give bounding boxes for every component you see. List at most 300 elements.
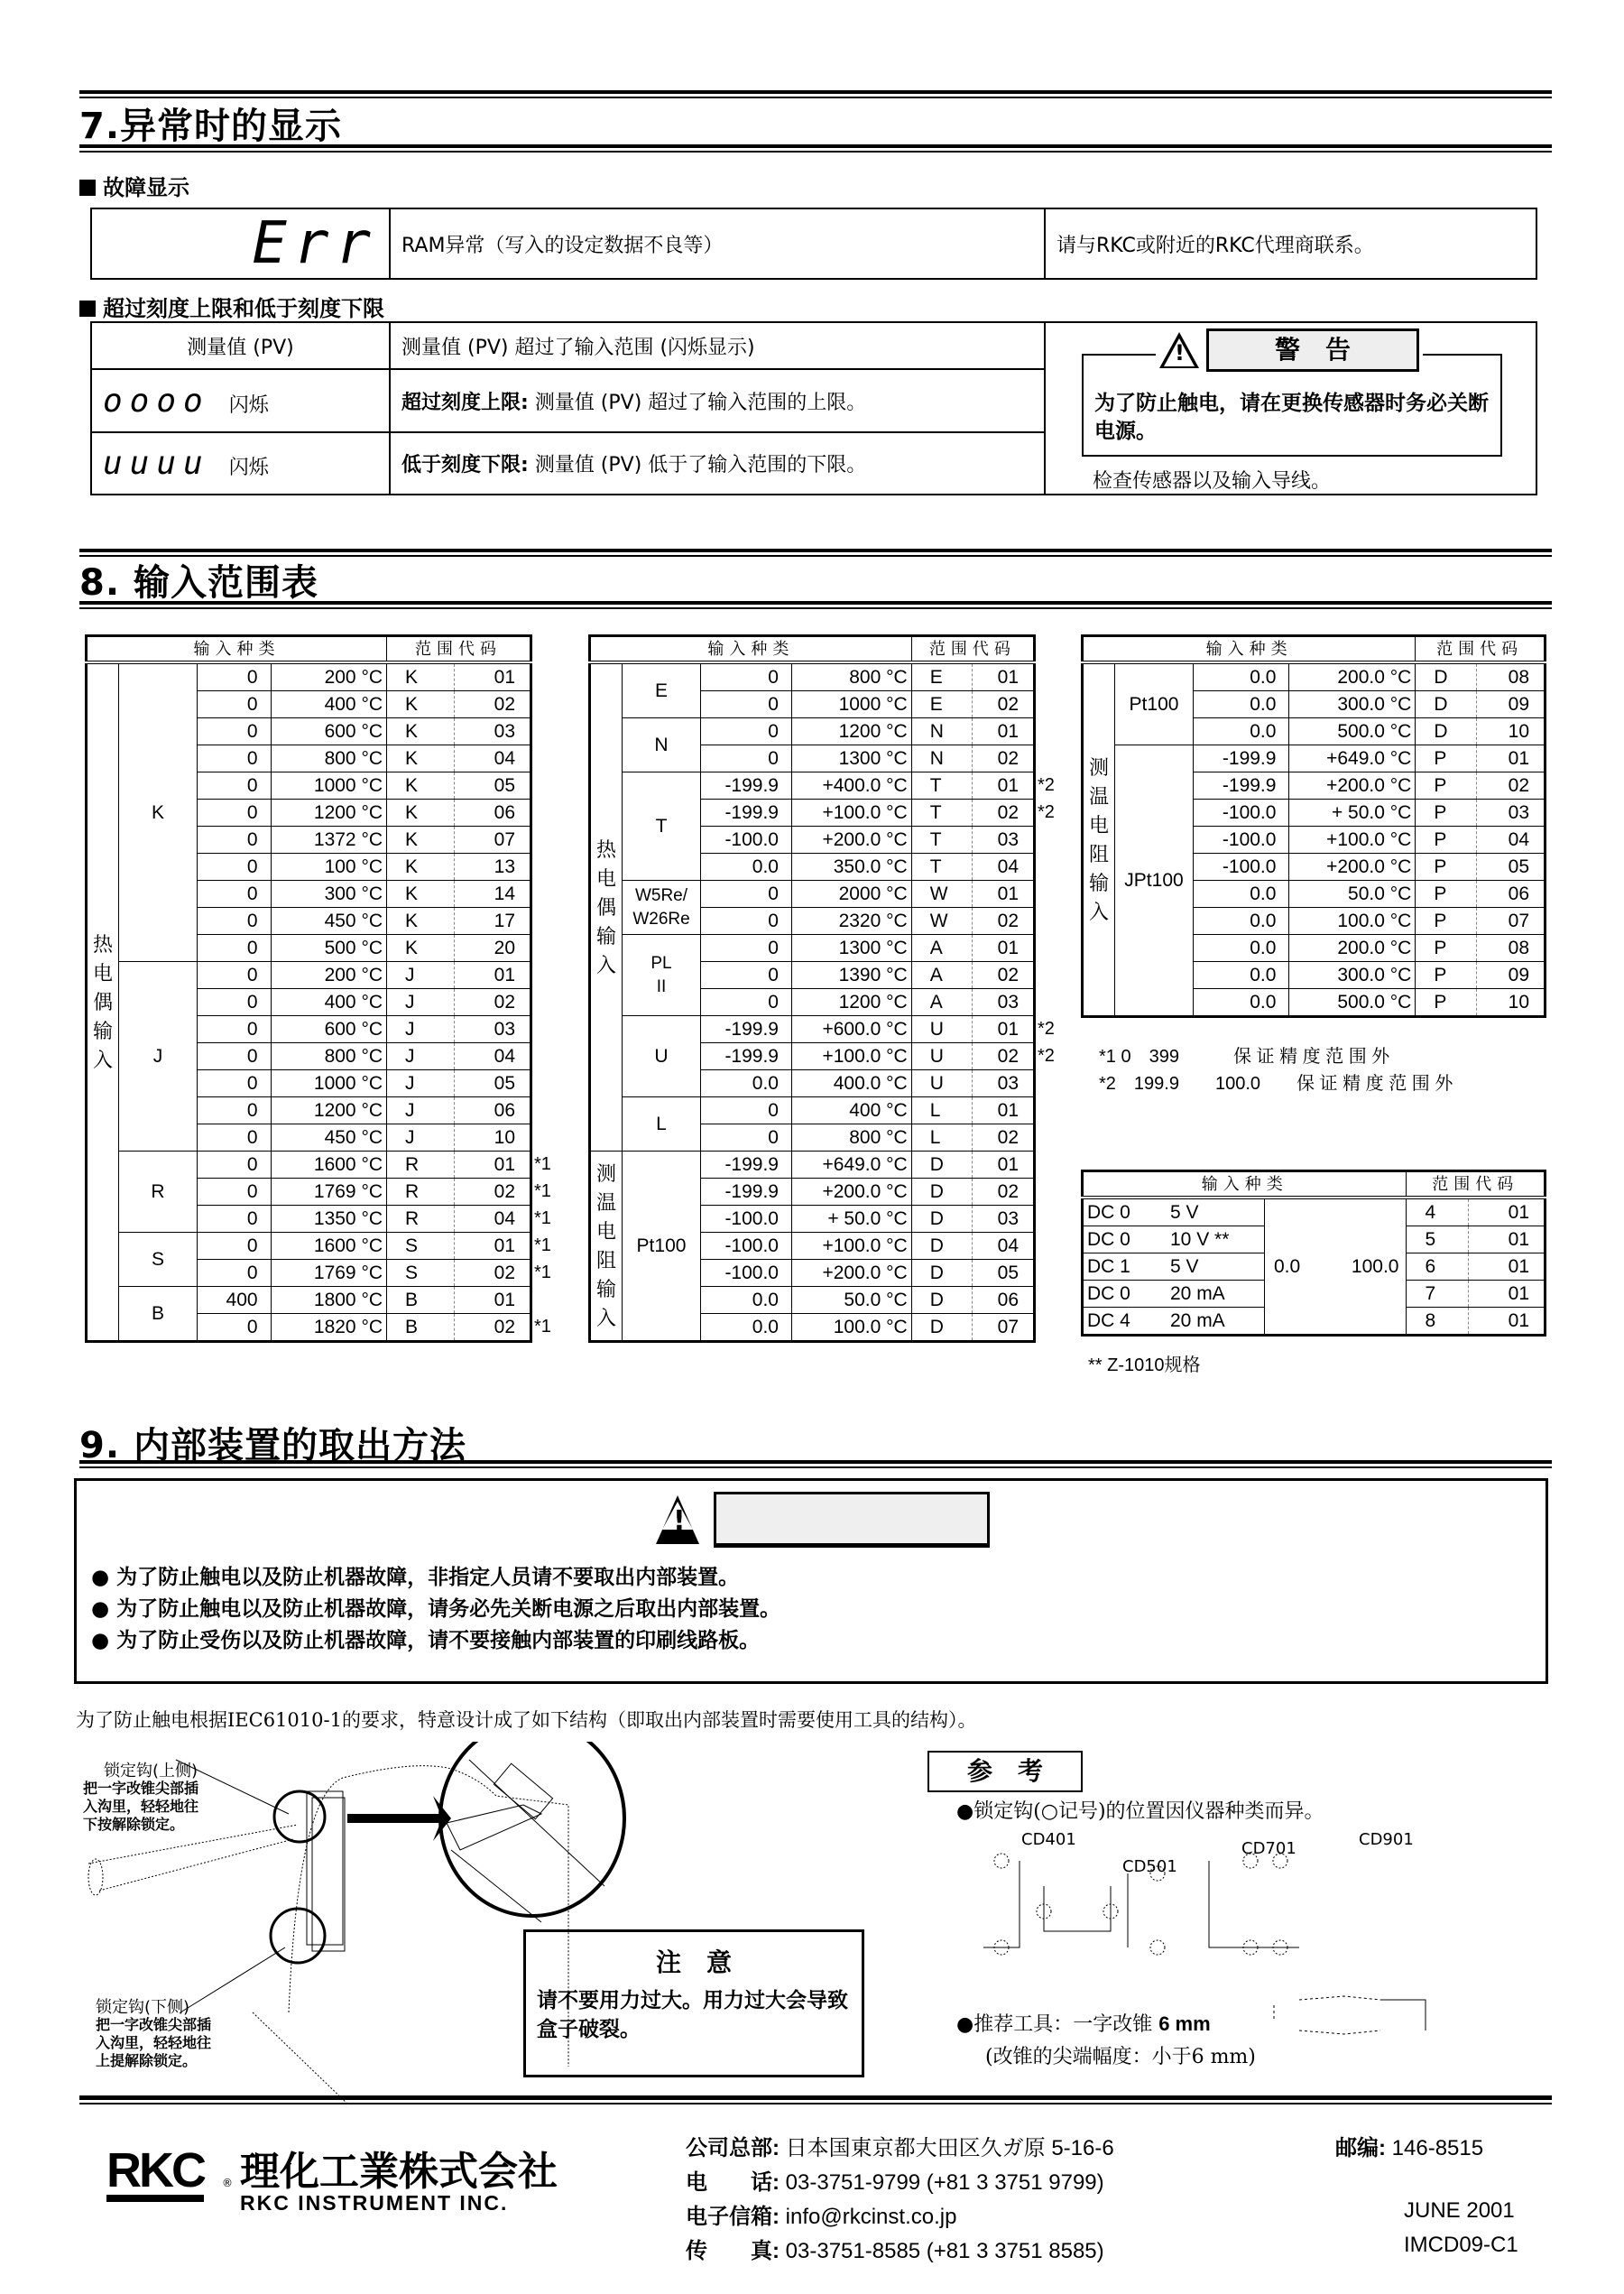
screwdriver-tip-icon: [1272, 1994, 1435, 2040]
code-letter: N: [911, 745, 973, 772]
table-header: [87, 636, 531, 663]
code-number: 04: [1476, 827, 1545, 854]
code-number: 02: [973, 908, 1035, 935]
code-number: 02: [455, 989, 531, 1016]
code-number: 03: [1476, 800, 1545, 827]
code-number: 03: [973, 1206, 1035, 1233]
code-letter: J: [387, 1043, 455, 1070]
warning-triangle-icon: !: [656, 1495, 699, 1544]
document-id: IMCD09-C1: [1404, 2233, 1518, 2257]
range-table-2: [588, 634, 1036, 1343]
reference-note: ●锁定钩(○记号)的位置因仪器种类而异。: [956, 1800, 1324, 1823]
range-low: 0: [701, 935, 792, 962]
code-letter: P: [1416, 772, 1476, 800]
code-letter: D: [1416, 691, 1476, 718]
code-letter: P: [1416, 908, 1476, 935]
range-high: 100 °C: [271, 854, 386, 881]
code-number: 01: [1476, 745, 1545, 772]
range-low: -100.0: [701, 1206, 792, 1233]
model-cd701: CD701: [1241, 1839, 1296, 1858]
code-number: 04: [455, 1206, 531, 1233]
range-high: +200.0 °C: [1289, 854, 1416, 881]
warning-title: 警 告: [1206, 328, 1419, 372]
upper-hook-title: 锁定钩(上侧): [104, 1762, 198, 1781]
header-input-type: 输入种类: [1083, 636, 1416, 663]
code-letter: L: [911, 1124, 973, 1152]
code-number: 01: [1469, 1226, 1546, 1253]
over-display: oooo 闪烁: [91, 369, 390, 431]
code-number: 01: [1469, 1281, 1546, 1308]
range-high: 100.0 °C: [1289, 908, 1416, 935]
sensor-type: R: [119, 1152, 198, 1233]
dc-type: DC 0: [1083, 1226, 1155, 1253]
code-letter: T: [911, 854, 973, 881]
code-letter: W: [911, 881, 973, 908]
section-rule: [79, 1460, 1552, 1468]
range-high: +100.0 °C: [791, 1043, 911, 1070]
code-number: 04: [973, 1233, 1035, 1260]
code-number: 01: [973, 1097, 1035, 1124]
range-low: -199.9: [1194, 745, 1289, 772]
range-low: 0: [198, 1260, 272, 1287]
range-high: 300 °C: [271, 881, 386, 908]
range-high: 200 °C: [271, 662, 386, 691]
code-letter: K: [387, 908, 455, 935]
sensor-type: L: [623, 1097, 701, 1152]
range-high: 300.0 °C: [1289, 691, 1416, 718]
range-high: 1000 °C: [271, 772, 386, 800]
table-row: [590, 1016, 1035, 1043]
code-number: 02: [973, 745, 1035, 772]
table-row: [590, 1097, 1035, 1124]
range-high: 500 °C: [271, 935, 386, 962]
code-letter: J: [387, 1016, 455, 1043]
code-letter: S: [387, 1233, 455, 1260]
range-low: 0.0: [701, 854, 792, 881]
range-high: +200.0 °C: [791, 1179, 911, 1206]
table-header: [590, 636, 1035, 663]
code-letter: D: [911, 1314, 973, 1342]
range-low: -199.9: [701, 1179, 792, 1206]
table-row: [590, 772, 1035, 800]
code-number: 01: [455, 1287, 531, 1314]
range-low: -100.0: [701, 1260, 792, 1287]
code-letter: J: [387, 989, 455, 1016]
err-display: Err: [91, 208, 390, 279]
footnote-1: *1 0 399 保 证 精 度 范 围 外: [1099, 1047, 1390, 1067]
range-low: 0: [198, 827, 272, 854]
range-high: 500.0 °C: [1289, 718, 1416, 745]
input-category: 测 温 电 阻 输 入: [1083, 662, 1115, 1017]
range-high: 200 °C: [271, 962, 386, 989]
table-header: [1083, 1171, 1546, 1198]
code-letter: J: [387, 1097, 455, 1124]
warning-bullet: ● 为了防止触电以及防止机器故障，非指定人员请不要取出内部装置。: [91, 1566, 740, 1589]
range-high: 200.0 °C: [1289, 662, 1416, 691]
code-number: 02: [973, 1124, 1035, 1152]
code-number: 02: [973, 691, 1035, 718]
tool-recommendation: ●推荐工具：一字改锥 6 mm: [956, 2012, 1211, 2036]
range-low: 0: [198, 935, 272, 962]
code-letter: E: [911, 691, 973, 718]
row-footnote-mark: *2: [1038, 801, 1055, 822]
code-letter: K: [387, 718, 455, 745]
code-number: 08: [1476, 662, 1545, 691]
range-low: 0: [701, 962, 792, 989]
code-number: 02: [455, 691, 531, 718]
tool-note: (改锥的尖端幅度：小于6 mm): [985, 2046, 1256, 2068]
code-letter: P: [1416, 854, 1476, 881]
range-high: 450 °C: [271, 1124, 386, 1152]
range-low: 0: [701, 1097, 792, 1124]
range-high: 1000 °C: [271, 1070, 386, 1097]
code-number: 06: [455, 800, 531, 827]
range-low: 0.0: [1194, 935, 1289, 962]
over-under-subtitle: 超过刻度上限和低于刻度下限: [79, 291, 384, 322]
pv-header: 测量值 (PV): [91, 322, 390, 369]
code-number: 01: [973, 1016, 1035, 1043]
row-footnote-mark: *1: [534, 1235, 551, 1255]
table-row: [1083, 745, 1546, 772]
fault-action: 请与RKC或附近的RKC代理商联系。: [1045, 208, 1536, 279]
range-high: 1000 °C: [791, 691, 911, 718]
hook-position-diagrams: [983, 1832, 1416, 1967]
code-number: 01: [455, 962, 531, 989]
dc-range: 10 V **: [1154, 1226, 1265, 1253]
row-footnote-mark: *1: [534, 1180, 551, 1201]
range-high: 600 °C: [271, 718, 386, 745]
row-footnote-mark: *1: [534, 1262, 551, 1282]
code-number: 06: [1476, 881, 1545, 908]
company-name-jp: 理化工業株式会社: [240, 2149, 558, 2195]
range-high: +400.0 °C: [791, 772, 911, 800]
range-low: 0: [198, 962, 272, 989]
code-letter: E: [911, 662, 973, 691]
code-number: 10: [1476, 989, 1545, 1017]
code-letter: R: [387, 1152, 455, 1179]
lower-hook-circle: [271, 1909, 325, 1963]
caution-text: 请不要用力过大。用力过大会导致盒子破裂。: [537, 1989, 848, 2041]
code-number: 01: [455, 662, 531, 691]
range-high: 1200 °C: [271, 800, 386, 827]
model-cd501: CD501: [1122, 1857, 1177, 1876]
code-number: 04: [973, 854, 1035, 881]
table-row: [87, 962, 531, 989]
range-high: 1600 °C: [271, 1152, 386, 1179]
dc-range: 5 V: [1154, 1198, 1265, 1226]
range-high: 600 °C: [271, 1016, 386, 1043]
range-low: 0: [198, 1043, 272, 1070]
footer-rule: [79, 2095, 1552, 2104]
range-high: +100.0 °C: [791, 1233, 911, 1260]
range-low: -199.9: [701, 1152, 792, 1179]
model-cd901: CD901: [1359, 1830, 1414, 1849]
range-low: -100.0: [1194, 854, 1289, 881]
code-number: 06: [973, 1287, 1035, 1314]
table-row: [590, 662, 1035, 691]
range-high: +600.0 °C: [791, 1016, 911, 1043]
company-name-en: RKC INSTRUMENT INC.: [240, 2191, 509, 2215]
range-low: 0: [701, 989, 792, 1016]
code-number: 10: [1476, 718, 1545, 745]
input-category: 热 电 偶 输 入: [590, 662, 623, 1152]
header-range-code: 范围代码: [1416, 636, 1546, 663]
code-letter: R: [387, 1179, 455, 1206]
code-letter: D: [1416, 662, 1476, 691]
range-table-3: [1081, 634, 1546, 1018]
code-number: 05: [455, 1070, 531, 1097]
sensor-type: JPt100: [1115, 745, 1194, 1017]
code-number: 03: [973, 989, 1035, 1016]
code-letter: 8: [1407, 1308, 1469, 1336]
range-low: -199.9: [701, 800, 792, 827]
range-high: 1390 °C: [791, 962, 911, 989]
range-high: 1300 °C: [791, 935, 911, 962]
range-high: 50.0 °C: [1289, 881, 1416, 908]
sensor-type: E: [623, 662, 701, 718]
code-letter: S: [387, 1260, 455, 1287]
warning-text: 为了防止触电，请在更换传感器时务必关断电源。: [1094, 392, 1489, 443]
range-low: -100.0: [1194, 800, 1289, 827]
code-number: 02: [973, 1043, 1035, 1070]
sensor-type: U: [623, 1016, 701, 1097]
header-range-code: 范围代码: [387, 636, 531, 663]
range-high: 1300 °C: [791, 745, 911, 772]
range-low: 0: [198, 718, 272, 745]
reference-title: 参 考: [927, 1751, 1083, 1792]
telephone: 电 话: 03-3751-9799 (+81 3 3751 9799): [686, 2170, 1104, 2195]
range-high: 2320 °C: [791, 908, 911, 935]
code-number: 09: [1476, 691, 1545, 718]
header-range-code: 范围代码: [911, 636, 1034, 663]
range-high: 1600 °C: [271, 1233, 386, 1260]
code-number: 14: [455, 881, 531, 908]
table-row: [87, 1233, 531, 1260]
dc-type: DC 1: [1083, 1253, 1155, 1281]
range-high: 50.0 °C: [791, 1287, 911, 1314]
code-letter: T: [911, 772, 973, 800]
table-row: [1083, 662, 1546, 691]
range-high: +200.0 °C: [791, 827, 911, 854]
code-number: 01: [1469, 1308, 1546, 1336]
code-number: 01: [973, 881, 1035, 908]
range-low: 0: [701, 908, 792, 935]
warning-bullets: [91, 1562, 780, 1657]
code-letter: K: [387, 772, 455, 800]
table-row: [590, 881, 1035, 908]
range-low: 0: [198, 1124, 272, 1152]
range-high: 1200 °C: [791, 989, 911, 1016]
code-number: 13: [455, 854, 531, 881]
dc-type: DC 4: [1083, 1308, 1155, 1336]
iec-intro: 为了防止触电根据IEC61010-1的要求，特意设计成了如下结构（即取出内部装置时需要使用工具的结构）。: [76, 1709, 977, 1731]
row-footnote-mark: *1: [534, 1316, 551, 1337]
code-number: 01: [973, 935, 1035, 962]
code-number: 07: [455, 827, 531, 854]
range-low: 0: [198, 691, 272, 718]
table-row: [590, 718, 1035, 745]
code-letter: J: [387, 1124, 455, 1152]
code-letter: A: [911, 962, 973, 989]
code-number: 17: [455, 908, 531, 935]
code-number: 02: [973, 962, 1035, 989]
code-letter: J: [387, 1070, 455, 1097]
range-high: +200.0 °C: [791, 1260, 911, 1287]
sensor-type: Pt100: [1115, 662, 1194, 745]
range-low: 0: [701, 691, 792, 718]
code-letter: D: [911, 1233, 973, 1260]
sensor-type: J: [119, 962, 198, 1152]
range-high: 100.0 °C: [791, 1314, 911, 1342]
range-low: 0: [198, 881, 272, 908]
range-high: 1200 °C: [791, 718, 911, 745]
fault-table: [90, 208, 1537, 280]
range-low: -100.0: [1194, 827, 1289, 854]
code-letter: J: [387, 962, 455, 989]
range-low: 0: [198, 1070, 272, 1097]
range-low: 0: [198, 1179, 272, 1206]
range-high: 1800 °C: [271, 1287, 386, 1314]
caution-title: 注 意: [655, 1947, 732, 1977]
range-low: 0: [701, 718, 792, 745]
code-number: 07: [973, 1314, 1035, 1342]
range-high: 1820 °C: [271, 1314, 386, 1342]
sensor-type: K: [119, 662, 198, 962]
range-high: 800 °C: [791, 1124, 911, 1152]
zoom-detail-circle: [440, 1742, 624, 1916]
range-low: 0: [198, 662, 272, 691]
code-number: 02: [1476, 772, 1545, 800]
range-low: 400: [198, 1287, 272, 1314]
input-category: 测 温 电 阻 输 入: [590, 1152, 623, 1342]
fault-subtitle: 故障显示: [79, 170, 189, 201]
code-letter: U: [911, 1070, 973, 1097]
sensor-type: Pt100: [623, 1152, 701, 1342]
hq-address: 公司总部: 日本国東京都大田区久ガ原 5-16-6: [686, 2136, 1114, 2160]
scale-low: 0.0: [1265, 1198, 1322, 1336]
email: 电子信箱: info@rkcinst.co.jp: [686, 2205, 957, 2229]
code-number: 06: [455, 1097, 531, 1124]
code-letter: T: [911, 827, 973, 854]
lower-hook-text: 把一字改锥尖部插入沟里，轻轻地往上提解除锁定。: [96, 2016, 212, 2069]
range-high: + 50.0 °C: [791, 1206, 911, 1233]
over-desc: 超过刻度上限: 测量值 (PV) 超过了输入范围的上限。: [390, 369, 1045, 431]
range-low: 0: [198, 1233, 272, 1260]
code-letter: D: [911, 1206, 973, 1233]
range-high: 800 °C: [271, 745, 386, 772]
table-row: [87, 662, 531, 691]
range-low: -199.9: [701, 1016, 792, 1043]
code-letter: R: [387, 1206, 455, 1233]
range-high: + 50.0 °C: [1289, 800, 1416, 827]
rkc-logo: RKC: [106, 2146, 204, 2202]
row-footnote-mark: *1: [534, 1153, 551, 1174]
range-high: 400 °C: [271, 989, 386, 1016]
code-number: 09: [1476, 962, 1545, 989]
code-letter: K: [387, 935, 455, 962]
range-high: 2000 °C: [791, 881, 911, 908]
under-desc: 低于刻度下限: 测量值 (PV) 低于了输入范围的下限。: [390, 432, 1045, 495]
registered-mark: ®: [222, 2177, 233, 2189]
warning-label-box: [714, 1492, 990, 1548]
section-rule: [79, 144, 1552, 153]
range-high: 800 °C: [791, 662, 911, 691]
range-high: 200.0 °C: [1289, 935, 1416, 962]
code-number: 04: [455, 745, 531, 772]
range-low: 0.0: [1194, 989, 1289, 1017]
code-letter: D: [911, 1260, 973, 1287]
code-letter: K: [387, 662, 455, 691]
code-letter: K: [387, 745, 455, 772]
pv-range-header: 测量值 (PV) 超过了输入范围 (闪烁显示): [390, 322, 1045, 369]
header-range-code: 范围代码: [1407, 1171, 1546, 1198]
range-low: 0.0: [701, 1070, 792, 1097]
row-footnote-mark: *2: [1038, 774, 1055, 795]
range-low: 0: [198, 908, 272, 935]
range-high: 400 °C: [791, 1097, 911, 1124]
code-letter: B: [387, 1314, 455, 1342]
range-low: 0: [701, 745, 792, 772]
table-row: [590, 1152, 1035, 1179]
range-low: 0: [198, 772, 272, 800]
sensor-type: B: [119, 1287, 198, 1342]
range-high: 1350 °C: [271, 1206, 386, 1233]
dc-type: DC 0: [1083, 1198, 1155, 1226]
footnote-2: *2 199.9 100.0 保 证 精 度 范 围 外: [1099, 1074, 1453, 1094]
code-letter: U: [911, 1043, 973, 1070]
scale-high: 100.0: [1322, 1198, 1407, 1336]
lower-hook-title: 锁定钩(下侧): [96, 1998, 190, 2017]
range-high: 1769 °C: [271, 1260, 386, 1287]
range-low: 0.0: [1194, 881, 1289, 908]
section-rule: [79, 601, 1552, 609]
code-number: 01: [1469, 1253, 1546, 1281]
table-row: [87, 1152, 531, 1179]
range-high: 400 °C: [271, 691, 386, 718]
code-number: 20: [455, 935, 531, 962]
code-letter: 7: [1407, 1281, 1469, 1308]
model-cd401: CD401: [1021, 1830, 1076, 1849]
range-low: 0: [198, 854, 272, 881]
range-low: -199.9: [1194, 772, 1289, 800]
dc-footnote: ** Z-1010规格: [1088, 1355, 1201, 1375]
code-letter: P: [1416, 962, 1476, 989]
code-letter: P: [1416, 989, 1476, 1017]
range-low: 0.0: [1194, 908, 1289, 935]
code-letter: W: [911, 908, 973, 935]
range-low: 0: [198, 1206, 272, 1233]
code-number: 07: [1476, 908, 1545, 935]
code-number: 03: [455, 718, 531, 745]
range-low: -100.0: [701, 1233, 792, 1260]
section7-title: 7.异常时的显示: [79, 106, 343, 147]
code-number: 05: [1476, 854, 1545, 881]
code-letter: P: [1416, 935, 1476, 962]
row-footnote-mark: *2: [1038, 1045, 1055, 1066]
code-number: 01: [973, 662, 1035, 691]
input-category: 热 电 偶 输 入: [87, 662, 119, 1342]
table-header: [1083, 636, 1546, 663]
range-high: 1372 °C: [271, 827, 386, 854]
code-number: 02: [455, 1260, 531, 1287]
code-number: 01: [973, 1152, 1035, 1179]
code-letter: B: [387, 1287, 455, 1314]
range-low: 0: [701, 881, 792, 908]
code-letter: K: [387, 881, 455, 908]
range-low: 0: [198, 1152, 272, 1179]
range-high: 500.0 °C: [1289, 989, 1416, 1017]
sensor-type: W5Re/ W26Re: [623, 881, 701, 935]
